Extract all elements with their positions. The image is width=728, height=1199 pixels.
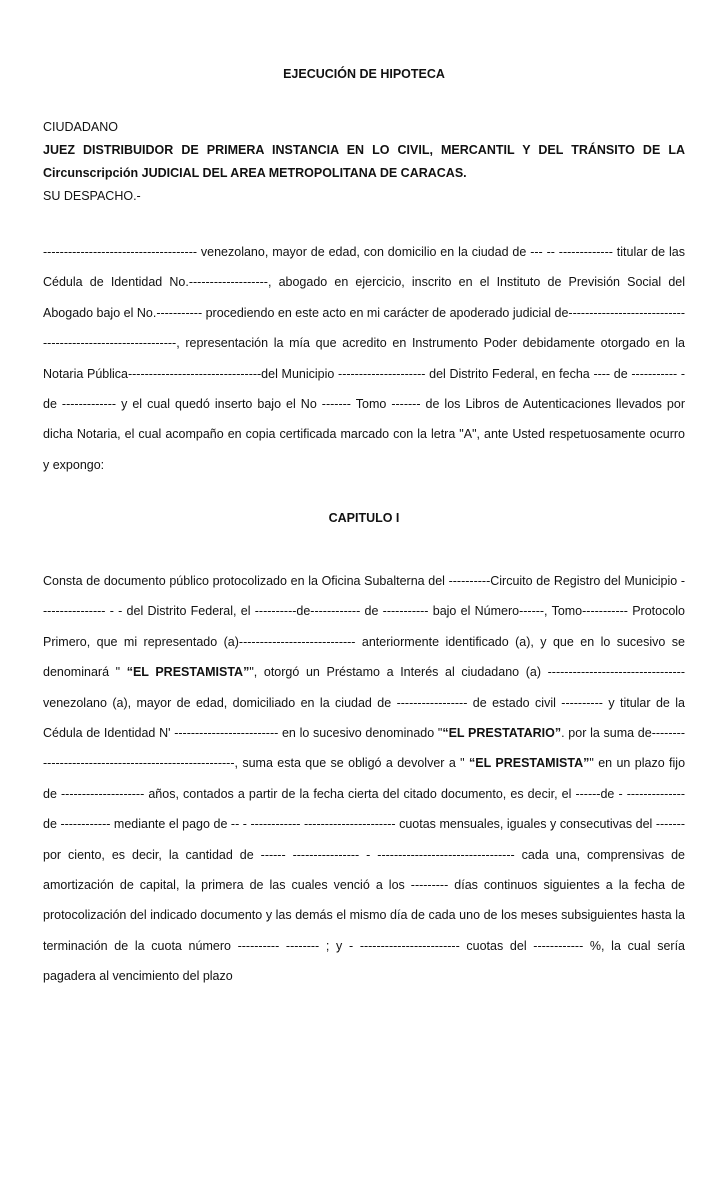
body-text-part-1: Consta de documento público protocolizado en la Oficina Subalterna del ----------Circuito de Registro del Municipio ---------------- - - del Distrito Federal, el ----------de------------ de ----------- bajo el Número------, Tomo----------- Protocolo Primero, que mi representado (a)---------------------------- anteriormente identificado (a), y que en lo sucesivo se denominará " <box>43 574 685 680</box>
addressee-jurisdiction: Circunscripción JUDICIAL DEL AREA METROPOLITANA DE CARACAS. <box>43 166 467 180</box>
party-lender-1: “EL PRESTAMISTA” <box>126 665 250 680</box>
party-lender-2: “EL PRESTAMISTA” <box>469 756 590 771</box>
body-paragraph <box>43 566 685 992</box>
party-borrower: “EL PRESTATARIO” <box>442 726 562 741</box>
body-text-part-3: . por la suma de------------------------------------------------------, suma esta que se obligó a devolver a " <box>43 726 685 771</box>
chapter-heading: CAPITULO I <box>328 511 400 525</box>
addressee-block <box>43 116 685 208</box>
document-title <box>43 66 685 82</box>
addressee-office: SU DESPACHO.- <box>43 189 141 203</box>
addressee-judge: JUEZ DISTRIBUIDOR DE PRIMERA INSTANCIA EN LO CIVIL, MERCANTIL Y DEL TRÁNSITO DE LA <box>43 143 685 157</box>
intro-paragraph: ------------------------------------- venezolano, mayor de edad, con domicilio en la ciudad de --- -- ------------- titular de las Cédula de Identidad No.-------------------, abogado en ejercicio, inscrito en el Instituto de Previsión Social del Abogado bajo el No.----------- procediendo en este acto en mi carácter de apoderado judicial de------------------------------------------------------------, representación la mía que acredito en Instrumento Poder debidamente otorgado en la Notaria Pública--------------------------------del Municipio --------------------- del Distrito Federal, en fecha ---- de ----------- -de ------------- y el cual quedó inserto bajo el No ------- Tomo ------- de los Libros de Autenticaciones llevados por dicha Notaria, el cual acompaño en copia certificada marcado con la letra "A", ante Usted respetuosamente ocurro y expongo: <box>43 245 685 472</box>
body-text-part-2: ", otorgó un Préstamo a Interés al ciudadano (a) --------------------------------- venezolano (a), mayor de edad, domiciliado en la ciudad de ----------------- de estado civil ---------- y titular de la Cédula de Identidad N' ------------------------- en lo sucesivo denominado " <box>43 665 686 741</box>
body-text-part-4: " en un plazo fijo de -------------------- años, contados a partir de la fecha cierta del citado documento, es decir, el ------de - -------------- de ------------ mediante el pago de -- - ------------ ---------------------- cuotas mensuales, iguales y consecutivas del ------- por ciento, es decir, la cantidad de ------ ---------------- - --------------------------------- cada una, comprensivas de amortización de capital, la primera de las cuales venció a los --------- días continuos siguientes a la fecha de protocolización del indicado documento y las demás el mismo día de cada uno de los meses subsiguientes hasta la terminación de la cuota número ---------- -------- ; y - ------------------------ cuotas del ------------ %, la cual sería pagadera al vencimiento del plazo <box>43 756 686 984</box>
document-title-text: EJECUCIÓN DE HIPOTECA <box>283 67 445 81</box>
addressee-salutation: CIUDADANO <box>43 120 119 134</box>
